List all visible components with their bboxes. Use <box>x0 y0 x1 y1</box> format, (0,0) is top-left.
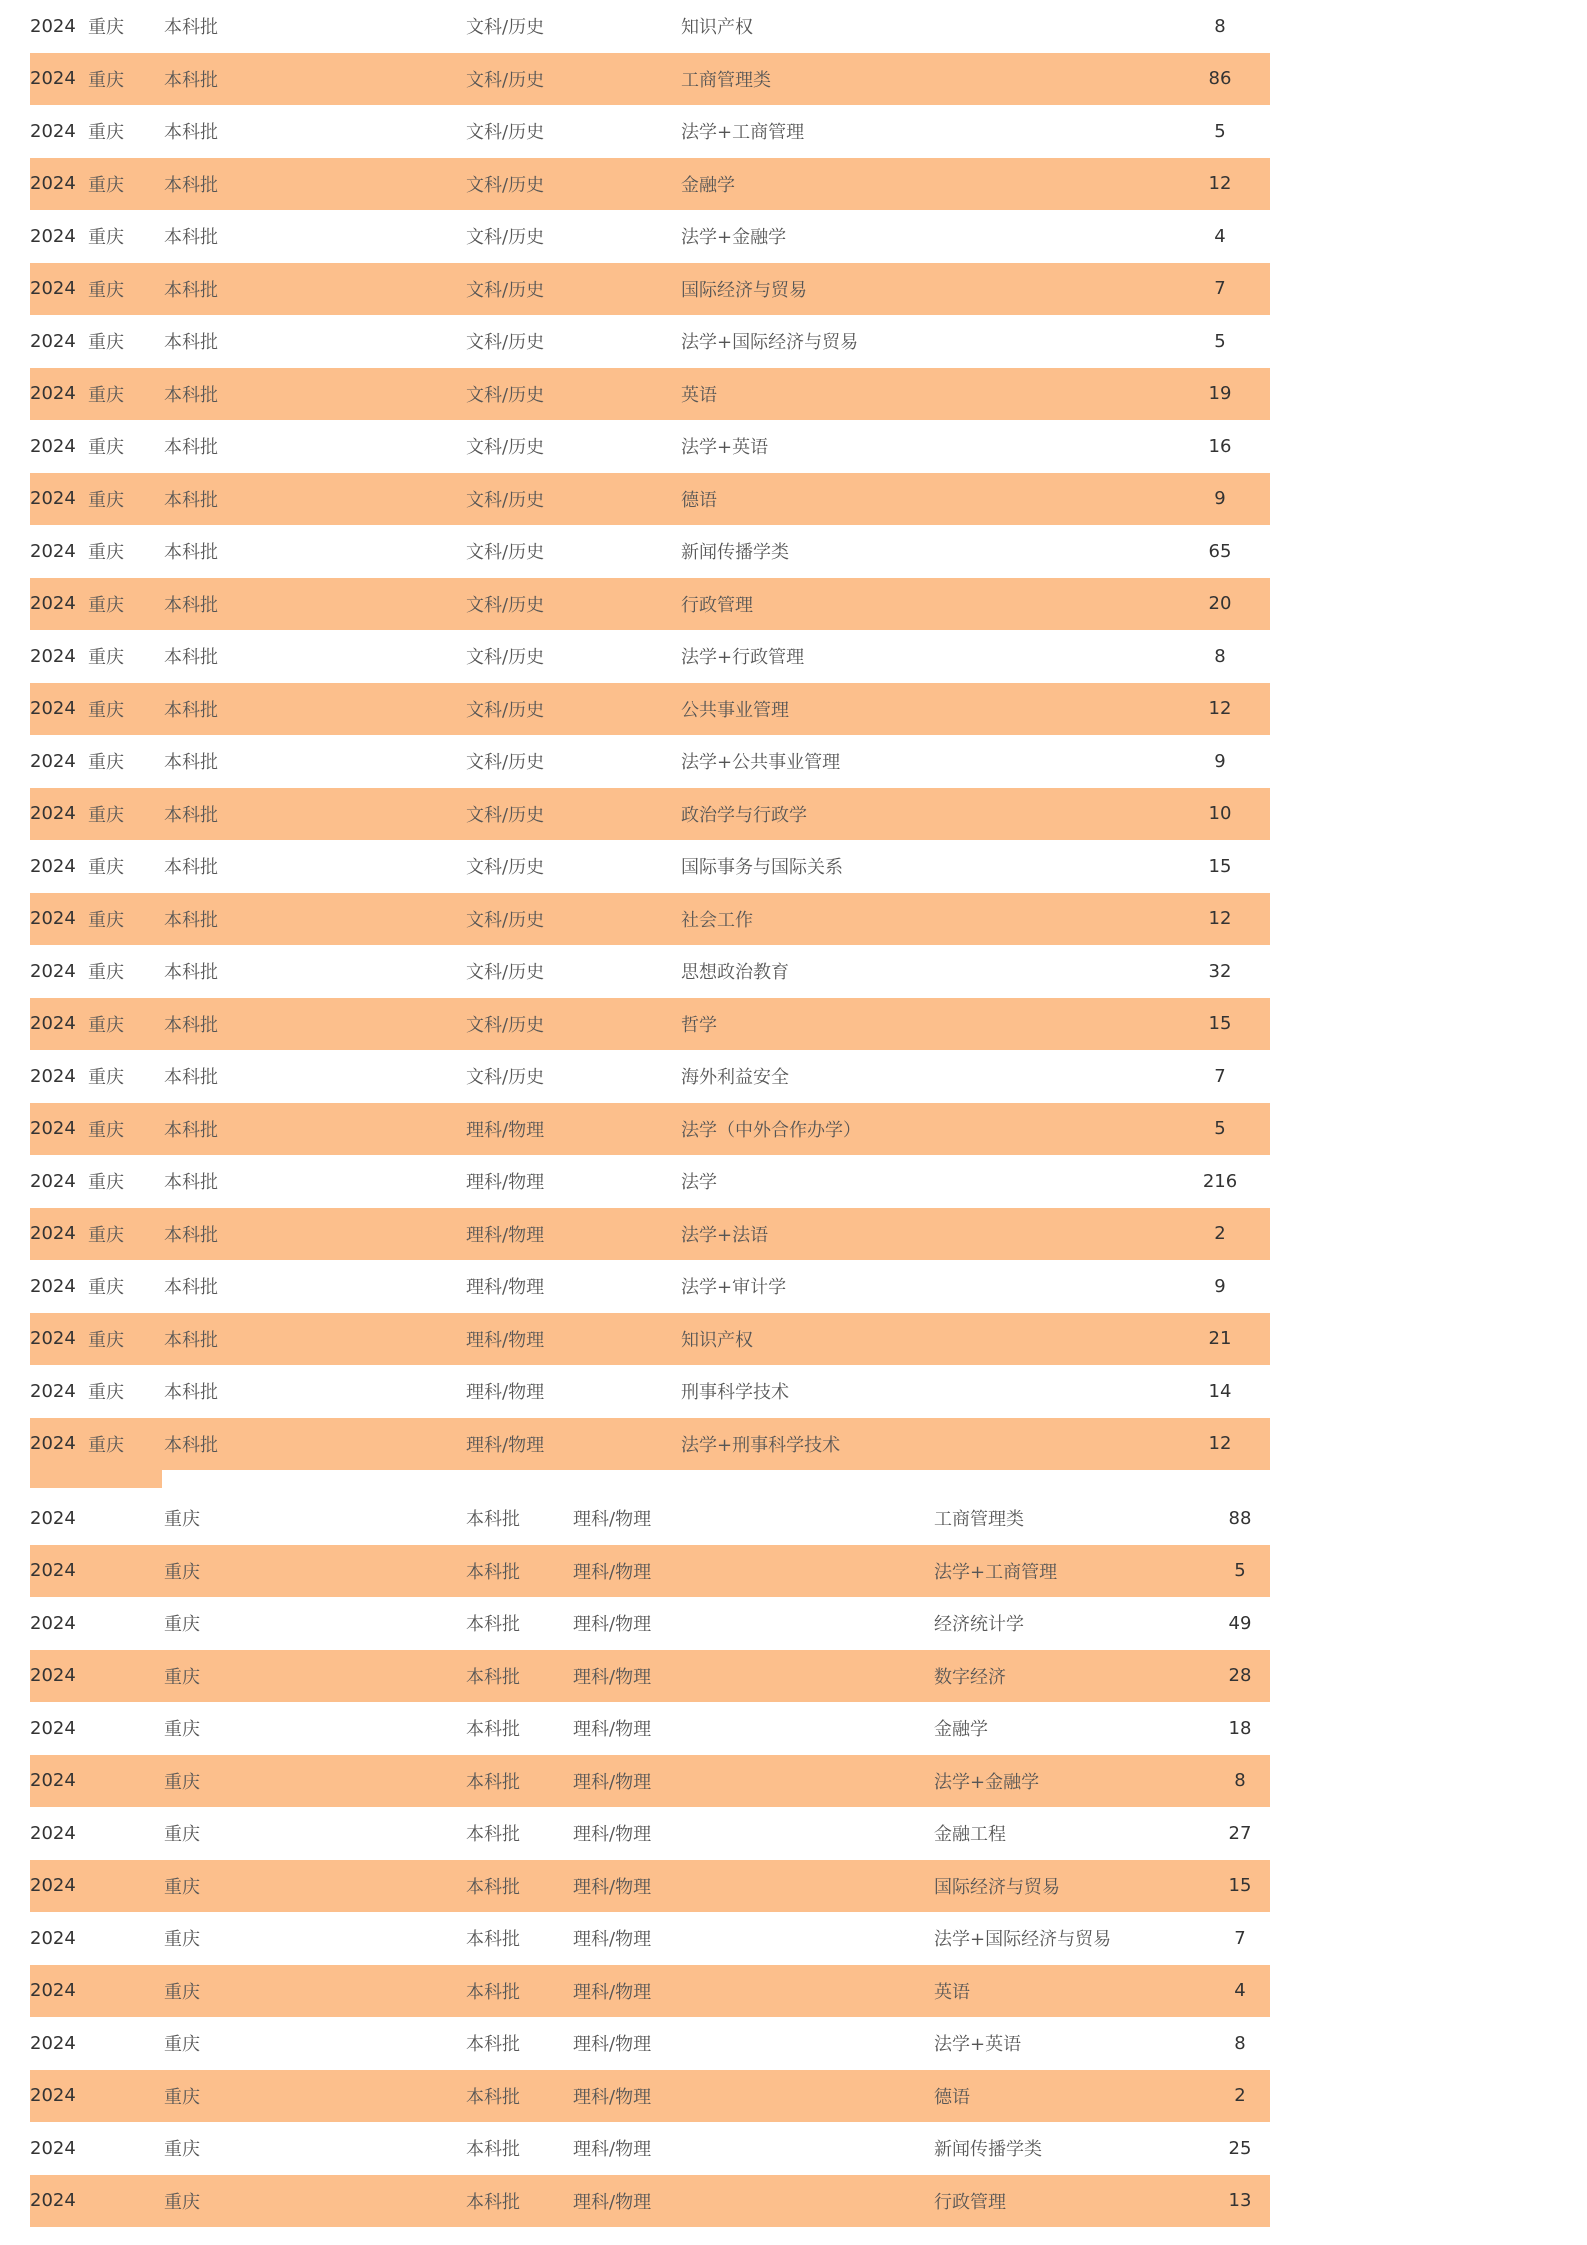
year-cell: 2024 <box>30 173 76 195</box>
major-cell: 刑事科学技术 <box>681 1382 789 1404</box>
count-cell: 12 <box>1208 1433 1232 1455</box>
table-separator-block <box>30 1468 162 1488</box>
batch-cell: 本科批 <box>164 17 218 39</box>
year-cell: 2024 <box>30 1507 76 1529</box>
table-row <box>30 1103 1270 1156</box>
table-row <box>30 735 1270 788</box>
major-cell: 法学+行政管理 <box>681 647 805 669</box>
province-cell: 重庆 <box>164 1876 200 1898</box>
count-cell: 7 <box>1234 1927 1246 1949</box>
batch-cell: 本科批 <box>466 1614 520 1636</box>
province-cell: 重庆 <box>164 1614 200 1636</box>
batch-cell: 本科批 <box>164 804 218 826</box>
count-cell: 7 <box>1214 1065 1226 1087</box>
subject-cell: 文科/历史 <box>466 227 545 249</box>
subject-cell: 文科/历史 <box>466 279 545 301</box>
province-cell: 重庆 <box>88 489 124 511</box>
table-row <box>30 1313 1270 1366</box>
count-cell: 12 <box>1208 698 1232 720</box>
subject-cell: 理科/物理 <box>573 1509 652 1531</box>
batch-cell: 本科批 <box>164 69 218 91</box>
subject-cell: 理科/物理 <box>573 1719 652 1741</box>
batch-cell: 本科批 <box>466 1981 520 2003</box>
count-cell: 19 <box>1208 383 1232 405</box>
province-cell: 重庆 <box>164 1719 200 1741</box>
province-cell: 重庆 <box>88 1119 124 1141</box>
subject-cell: 文科/历史 <box>466 857 545 879</box>
major-cell: 知识产权 <box>681 17 753 39</box>
province-cell: 重庆 <box>88 69 124 91</box>
count-cell: 27 <box>1228 1822 1252 1844</box>
subject-cell: 文科/历史 <box>466 489 545 511</box>
batch-cell: 本科批 <box>164 542 218 564</box>
province-cell: 重庆 <box>88 804 124 826</box>
major-cell: 英语 <box>934 1981 970 2003</box>
batch-cell: 本科批 <box>466 2139 520 2161</box>
year-cell: 2024 <box>30 1065 76 1087</box>
year-cell: 2024 <box>30 120 76 142</box>
batch-cell: 本科批 <box>164 752 218 774</box>
province-cell: 重庆 <box>164 2086 200 2108</box>
table-row <box>30 2017 1270 2070</box>
subject-cell: 文科/历史 <box>466 594 545 616</box>
year-cell: 2024 <box>30 593 76 615</box>
count-cell: 9 <box>1214 488 1226 510</box>
subject-cell: 文科/历史 <box>466 962 545 984</box>
major-cell: 政治学与行政学 <box>681 804 807 826</box>
batch-cell: 本科批 <box>466 1929 520 1951</box>
year-cell: 2024 <box>30 435 76 457</box>
province-cell: 重庆 <box>88 1329 124 1351</box>
count-cell: 20 <box>1208 593 1232 615</box>
count-cell: 86 <box>1208 68 1232 90</box>
batch-cell: 本科批 <box>164 909 218 931</box>
year-cell: 2024 <box>30 1223 76 1245</box>
batch-cell: 本科批 <box>466 1824 520 1846</box>
table-row <box>30 263 1270 316</box>
batch-cell: 本科批 <box>164 332 218 354</box>
subject-cell: 理科/物理 <box>573 1561 652 1583</box>
batch-cell: 本科批 <box>164 647 218 669</box>
batch-cell: 本科批 <box>164 1382 218 1404</box>
province-cell: 重庆 <box>164 1666 200 1688</box>
year-cell: 2024 <box>30 1013 76 1035</box>
major-cell: 新闻传播学类 <box>681 542 789 564</box>
subject-cell: 文科/历史 <box>466 647 545 669</box>
major-cell: 英语 <box>681 384 717 406</box>
table-row <box>30 1650 1270 1703</box>
major-cell: 法学+英语 <box>934 2034 1022 2056</box>
year-cell: 2024 <box>30 2085 76 2107</box>
count-cell: 8 <box>1234 2032 1246 2054</box>
major-cell: 法学+国际经济与贸易 <box>934 1929 1112 1951</box>
province-cell: 重庆 <box>164 1929 200 1951</box>
subject-cell: 理科/物理 <box>466 1172 545 1194</box>
year-cell: 2024 <box>30 1875 76 1897</box>
batch-cell: 本科批 <box>164 1067 218 1089</box>
province-cell: 重庆 <box>88 909 124 931</box>
subject-cell: 理科/物理 <box>573 1666 652 1688</box>
subject-cell: 理科/物理 <box>573 2139 652 2161</box>
subject-cell: 理科/物理 <box>466 1224 545 1246</box>
subject-cell: 理科/物理 <box>573 1929 652 1951</box>
batch-cell: 本科批 <box>164 279 218 301</box>
table-row <box>30 1418 1270 1471</box>
table-row <box>30 1860 1270 1913</box>
major-cell: 法学（中外合作办学） <box>681 1119 861 1141</box>
batch-cell: 本科批 <box>164 174 218 196</box>
batch-cell: 本科批 <box>164 1329 218 1351</box>
year-cell: 2024 <box>30 330 76 352</box>
subject-cell: 理科/物理 <box>573 2191 652 2213</box>
count-cell: 8 <box>1214 645 1226 667</box>
major-cell: 金融工程 <box>934 1824 1006 1846</box>
batch-cell: 本科批 <box>466 1771 520 1793</box>
table-row <box>30 210 1270 263</box>
count-cell: 12 <box>1208 908 1232 930</box>
major-cell: 海外利益安全 <box>681 1067 789 1089</box>
table-row <box>30 1597 1270 1650</box>
major-cell: 经济统计学 <box>934 1614 1024 1636</box>
count-cell: 7 <box>1214 278 1226 300</box>
batch-cell: 本科批 <box>164 1014 218 1036</box>
batch-cell: 本科批 <box>466 1719 520 1741</box>
count-cell: 5 <box>1234 1560 1246 1582</box>
major-cell: 行政管理 <box>934 2191 1006 2213</box>
major-cell: 社会工作 <box>681 909 753 931</box>
year-cell: 2024 <box>30 540 76 562</box>
count-cell: 9 <box>1214 1275 1226 1297</box>
year-cell: 2024 <box>30 645 76 667</box>
year-cell: 2024 <box>30 1770 76 1792</box>
table-row <box>30 1702 1270 1755</box>
subject-cell: 理科/物理 <box>573 1771 652 1793</box>
province-cell: 重庆 <box>88 962 124 984</box>
table-row <box>30 368 1270 421</box>
table-row <box>30 945 1270 998</box>
table-row <box>30 0 1270 53</box>
year-cell: 2024 <box>30 383 76 405</box>
count-cell: 49 <box>1228 1612 1252 1634</box>
year-cell: 2024 <box>30 1927 76 1949</box>
table-row <box>30 2175 1270 2228</box>
count-cell: 25 <box>1228 2137 1252 2159</box>
table-row <box>30 683 1270 736</box>
major-cell: 国际经济与贸易 <box>934 1876 1060 1898</box>
subject-cell: 理科/物理 <box>466 1277 545 1299</box>
enrollment-table-2 <box>30 1492 1270 2227</box>
count-cell: 2 <box>1234 2085 1246 2107</box>
count-cell: 8 <box>1234 1770 1246 1792</box>
major-cell: 公共事业管理 <box>681 699 789 721</box>
province-cell: 重庆 <box>88 1172 124 1194</box>
major-cell: 国际经济与贸易 <box>681 279 807 301</box>
major-cell: 法学+公共事业管理 <box>681 752 841 774</box>
year-cell: 2024 <box>30 1822 76 1844</box>
major-cell: 新闻传播学类 <box>934 2139 1042 2161</box>
count-cell: 4 <box>1234 1980 1246 2002</box>
batch-cell: 本科批 <box>466 2191 520 2213</box>
major-cell: 德语 <box>934 2086 970 2108</box>
table-row <box>30 473 1270 526</box>
table-row <box>30 840 1270 893</box>
major-cell: 行政管理 <box>681 594 753 616</box>
province-cell: 重庆 <box>88 542 124 564</box>
subject-cell: 文科/历史 <box>466 17 545 39</box>
table-row <box>30 1208 1270 1261</box>
count-cell: 5 <box>1214 1118 1226 1140</box>
subject-cell: 文科/历史 <box>466 332 545 354</box>
table-row <box>30 1545 1270 1598</box>
major-cell: 国际事务与国际关系 <box>681 857 843 879</box>
major-cell: 工商管理类 <box>681 69 771 91</box>
table-row <box>30 1912 1270 1965</box>
year-cell: 2024 <box>30 803 76 825</box>
subject-cell: 理科/物理 <box>466 1382 545 1404</box>
province-cell: 重庆 <box>164 1771 200 1793</box>
batch-cell: 本科批 <box>164 1172 218 1194</box>
table-row <box>30 1965 1270 2018</box>
province-cell: 重庆 <box>88 594 124 616</box>
batch-cell: 本科批 <box>164 1434 218 1456</box>
province-cell: 重庆 <box>88 1224 124 1246</box>
count-cell: 88 <box>1228 1507 1252 1529</box>
year-cell: 2024 <box>30 1275 76 1297</box>
batch-cell: 本科批 <box>164 857 218 879</box>
province-cell: 重庆 <box>88 437 124 459</box>
year-cell: 2024 <box>30 278 76 300</box>
province-cell: 重庆 <box>88 1067 124 1089</box>
count-cell: 15 <box>1208 1013 1232 1035</box>
batch-cell: 本科批 <box>164 489 218 511</box>
year-cell: 2024 <box>30 1980 76 2002</box>
count-cell: 16 <box>1208 435 1232 457</box>
table-row <box>30 1260 1270 1313</box>
batch-cell: 本科批 <box>164 1224 218 1246</box>
subject-cell: 理科/物理 <box>573 1824 652 1846</box>
batch-cell: 本科批 <box>164 122 218 144</box>
year-cell: 2024 <box>30 488 76 510</box>
year-cell: 2024 <box>30 2190 76 2212</box>
major-cell: 工商管理类 <box>934 1509 1024 1531</box>
province-cell: 重庆 <box>88 174 124 196</box>
count-cell: 8 <box>1214 15 1226 37</box>
table-row <box>30 578 1270 631</box>
subject-cell: 文科/历史 <box>466 174 545 196</box>
province-cell: 重庆 <box>88 1434 124 1456</box>
subject-cell: 理科/物理 <box>573 2034 652 2056</box>
count-cell: 216 <box>1202 1170 1238 1192</box>
subject-cell: 理科/物理 <box>466 1119 545 1141</box>
major-cell: 德语 <box>681 489 717 511</box>
major-cell: 金融学 <box>934 1719 988 1741</box>
province-cell: 重庆 <box>88 699 124 721</box>
count-cell: 28 <box>1228 1665 1252 1687</box>
province-cell: 重庆 <box>88 752 124 774</box>
count-cell: 32 <box>1208 960 1232 982</box>
count-cell: 10 <box>1208 803 1232 825</box>
count-cell: 5 <box>1214 120 1226 142</box>
batch-cell: 本科批 <box>466 2034 520 2056</box>
province-cell: 重庆 <box>88 122 124 144</box>
count-cell: 15 <box>1228 1875 1252 1897</box>
table-row <box>30 105 1270 158</box>
enrollment-table-1 <box>30 0 1270 1470</box>
year-cell: 2024 <box>30 698 76 720</box>
table-row <box>30 2122 1270 2175</box>
table-row <box>30 525 1270 578</box>
batch-cell: 本科批 <box>466 2086 520 2108</box>
province-cell: 重庆 <box>164 1561 200 1583</box>
batch-cell: 本科批 <box>164 384 218 406</box>
batch-cell: 本科批 <box>466 1876 520 1898</box>
subject-cell: 理科/物理 <box>466 1329 545 1351</box>
table-row <box>30 998 1270 1051</box>
year-cell: 2024 <box>30 908 76 930</box>
province-cell: 重庆 <box>164 2139 200 2161</box>
count-cell: 12 <box>1208 173 1232 195</box>
subject-cell: 文科/历史 <box>466 122 545 144</box>
count-cell: 4 <box>1214 225 1226 247</box>
table-row <box>30 893 1270 946</box>
count-cell: 65 <box>1208 540 1232 562</box>
year-cell: 2024 <box>30 960 76 982</box>
major-cell: 法学+金融学 <box>681 227 787 249</box>
batch-cell: 本科批 <box>164 1119 218 1141</box>
count-cell: 14 <box>1208 1380 1232 1402</box>
major-cell: 法学+金融学 <box>934 1771 1040 1793</box>
major-cell: 法学+英语 <box>681 437 769 459</box>
province-cell: 重庆 <box>88 1382 124 1404</box>
subject-cell: 理科/物理 <box>466 1434 545 1456</box>
year-cell: 2024 <box>30 1560 76 1582</box>
table-row <box>30 420 1270 473</box>
year-cell: 2024 <box>30 1433 76 1455</box>
table-row <box>30 53 1270 106</box>
batch-cell: 本科批 <box>466 1666 520 1688</box>
major-cell: 知识产权 <box>681 1329 753 1351</box>
province-cell: 重庆 <box>88 1277 124 1299</box>
table-row <box>30 1155 1270 1208</box>
province-cell: 重庆 <box>164 1824 200 1846</box>
table-row <box>30 315 1270 368</box>
year-cell: 2024 <box>30 1328 76 1350</box>
major-cell: 思想政治教育 <box>681 962 789 984</box>
major-cell: 哲学 <box>681 1014 717 1036</box>
batch-cell: 本科批 <box>164 594 218 616</box>
year-cell: 2024 <box>30 750 76 772</box>
batch-cell: 本科批 <box>164 962 218 984</box>
major-cell: 法学 <box>681 1172 717 1194</box>
count-cell: 13 <box>1228 2190 1252 2212</box>
subject-cell: 文科/历史 <box>466 1014 545 1036</box>
major-cell: 法学+刑事科学技术 <box>681 1434 841 1456</box>
subject-cell: 文科/历史 <box>466 909 545 931</box>
major-cell: 金融学 <box>681 174 735 196</box>
subject-cell: 文科/历史 <box>466 384 545 406</box>
table-row <box>30 1365 1270 1418</box>
subject-cell: 文科/历史 <box>466 804 545 826</box>
batch-cell: 本科批 <box>164 699 218 721</box>
province-cell: 重庆 <box>164 2034 200 2056</box>
subject-cell: 理科/物理 <box>573 2086 652 2108</box>
province-cell: 重庆 <box>88 17 124 39</box>
major-cell: 数字经济 <box>934 1666 1006 1688</box>
count-cell: 2 <box>1214 1223 1226 1245</box>
province-cell: 重庆 <box>88 857 124 879</box>
table-row <box>30 1050 1270 1103</box>
count-cell: 15 <box>1208 855 1232 877</box>
batch-cell: 本科批 <box>466 1509 520 1531</box>
subject-cell: 理科/物理 <box>573 1876 652 1898</box>
province-cell: 重庆 <box>164 1981 200 2003</box>
year-cell: 2024 <box>30 15 76 37</box>
table-row <box>30 630 1270 683</box>
year-cell: 2024 <box>30 1380 76 1402</box>
major-cell: 法学+法语 <box>681 1224 769 1246</box>
subject-cell: 文科/历史 <box>466 437 545 459</box>
subject-cell: 文科/历史 <box>466 69 545 91</box>
table-row <box>30 1492 1270 1545</box>
year-cell: 2024 <box>30 1612 76 1634</box>
batch-cell: 本科批 <box>466 1561 520 1583</box>
batch-cell: 本科批 <box>164 1277 218 1299</box>
table-row <box>30 1755 1270 1808</box>
count-cell: 18 <box>1228 1717 1252 1739</box>
subject-cell: 文科/历史 <box>466 699 545 721</box>
province-cell: 重庆 <box>88 227 124 249</box>
province-cell: 重庆 <box>88 332 124 354</box>
count-cell: 21 <box>1208 1328 1232 1350</box>
major-cell: 法学+审计学 <box>681 1277 787 1299</box>
count-cell: 9 <box>1214 750 1226 772</box>
subject-cell: 文科/历史 <box>466 752 545 774</box>
year-cell: 2024 <box>30 68 76 90</box>
year-cell: 2024 <box>30 1170 76 1192</box>
province-cell: 重庆 <box>88 647 124 669</box>
subject-cell: 理科/物理 <box>573 1614 652 1636</box>
province-cell: 重庆 <box>88 1014 124 1036</box>
table-row <box>30 2070 1270 2123</box>
table-row <box>30 158 1270 211</box>
year-cell: 2024 <box>30 1118 76 1140</box>
province-cell: 重庆 <box>88 384 124 406</box>
count-cell: 5 <box>1214 330 1226 352</box>
table-row <box>30 1807 1270 1860</box>
year-cell: 2024 <box>30 2137 76 2159</box>
subject-cell: 文科/历史 <box>466 1067 545 1089</box>
year-cell: 2024 <box>30 855 76 877</box>
year-cell: 2024 <box>30 225 76 247</box>
year-cell: 2024 <box>30 1665 76 1687</box>
major-cell: 法学+国际经济与贸易 <box>681 332 859 354</box>
table-row <box>30 788 1270 841</box>
year-cell: 2024 <box>30 1717 76 1739</box>
batch-cell: 本科批 <box>164 437 218 459</box>
major-cell: 法学+工商管理 <box>681 122 805 144</box>
province-cell: 重庆 <box>164 2191 200 2213</box>
batch-cell: 本科批 <box>164 227 218 249</box>
province-cell: 重庆 <box>88 279 124 301</box>
subject-cell: 文科/历史 <box>466 542 545 564</box>
year-cell: 2024 <box>30 2032 76 2054</box>
major-cell: 法学+工商管理 <box>934 1561 1058 1583</box>
subject-cell: 理科/物理 <box>573 1981 652 2003</box>
province-cell: 重庆 <box>164 1509 200 1531</box>
